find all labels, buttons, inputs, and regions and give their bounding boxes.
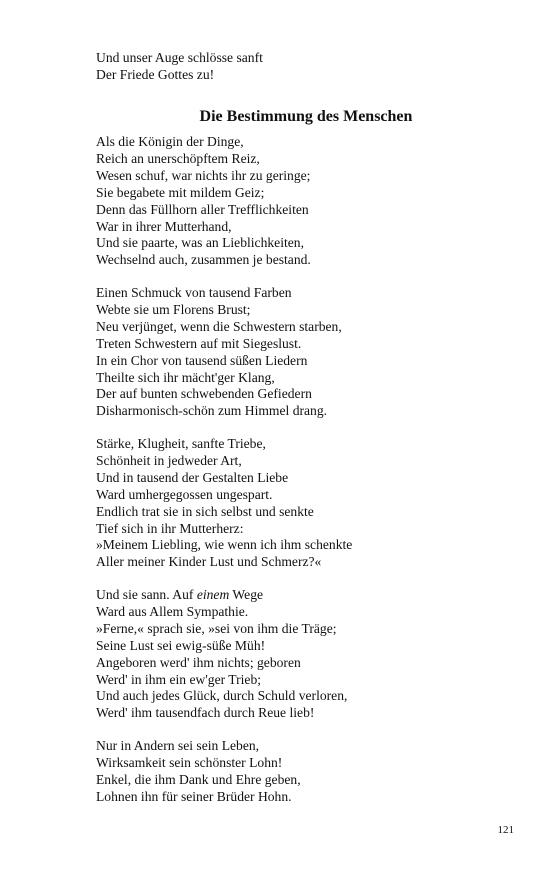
verse-line: In ein Chor von tausend süßen Liedern [96, 352, 308, 368]
stanza-5 [96, 738, 516, 806]
verse-line: Wesen schuf, war nichts ihr zu geringe; [96, 167, 311, 183]
stanza-4 [96, 587, 516, 722]
verse-line: Und auch jedes Glück, durch Schuld verloren, [96, 688, 348, 704]
verse-line: Nur in Andern sei sein Leben, [96, 738, 260, 753]
verse-line: »Ferne,« sprach sie, »sei von ihm die Träge; [96, 620, 337, 636]
verse-line: Stärke, Klugheit, sanfte Triebe, [96, 436, 266, 451]
stanza-2 [96, 285, 516, 420]
verse-line: Werd' ihm tausendfach durch Reue lieb! [96, 705, 315, 721]
verse-line: Aller meiner Kinder Lust und Schmerz?« [96, 554, 322, 570]
verse-line: Treten Schwestern auf mit Siegeslust. [96, 335, 302, 351]
verse-line: Und in tausend der Gestalten Liebe [96, 469, 289, 485]
page-number: 121 [497, 824, 514, 836]
emphasized-word: einem [196, 587, 230, 602]
verse-line: Der Friede Gottes zu! [96, 66, 215, 82]
poem-title: Die Bestimmung des Menschen [199, 108, 413, 125]
verse-line: Als die Königin der Dinge, [96, 134, 244, 149]
verse-line: Der auf bunten schwebenden Gefiedern [96, 386, 312, 402]
verse-line: War in ihrer Mutterhand, [96, 218, 232, 234]
verse-line: Angeboren werd' ihm nichts; geboren [96, 654, 301, 670]
verse-line: Reich an unerschöpftem Reiz, [96, 150, 260, 166]
verse-line: Einen Schmuck von tausend Farben [96, 285, 292, 300]
verse-line: Neu verjünget, wenn die Schwestern starben, [96, 318, 342, 334]
verse-line: Wechselnd auch, zusammen je bestand. [96, 252, 311, 268]
stanza-1 [96, 134, 516, 269]
verse-line: Wirksamkeit sein schönster Lohn! [96, 754, 283, 770]
verse-line: Tief sich in ihr Mutterherz: [96, 520, 244, 536]
verse-line: Theilte sich ihr mächt'ger Klang, [96, 369, 275, 385]
verse-line: Ward umhergegossen ungespart. [96, 486, 273, 502]
verse-line: Seine Lust sei ewig-süße Müh! [96, 637, 266, 653]
verse-text: Wege [229, 587, 264, 602]
verse-line: Lohnen ihn für seiner Brüder Hohn. [96, 788, 292, 804]
verse-line: Disharmonisch-schön zum Himmel drang. [96, 403, 328, 419]
verse-line: Sie begabete mit mildem Geiz; [96, 184, 265, 200]
verse-text: Und sie sann. Auf [96, 587, 197, 602]
opening-stanza [96, 50, 516, 84]
verse-line: Enkel, die ihm Dank und Ehre geben, [96, 771, 301, 787]
verse-line: Schönheit in jedweder Art, [96, 452, 242, 468]
verse-line: Und unser Auge schlösse sanft [96, 50, 263, 65]
verse-line: Webte sie um Florens Brust; [96, 301, 251, 317]
stanza-3 [96, 436, 516, 571]
verse-line: »Meinem Liebling, wie wenn ich ihm schenkte [96, 537, 353, 553]
verse-line: Ward aus Allem Sympathie. [96, 603, 249, 619]
verse-line: Und sie paarte, was an Lieblichkeiten, [96, 235, 304, 251]
verse-line: Werd' in ihm ein ew'ger Trieb; [96, 671, 262, 687]
verse-line: Endlich trat sie in sich selbst und senkte [96, 503, 314, 519]
verse-line: Denn das Füllhorn aller Trefflichkeiten [96, 201, 309, 217]
verse-line [96, 587, 516, 604]
